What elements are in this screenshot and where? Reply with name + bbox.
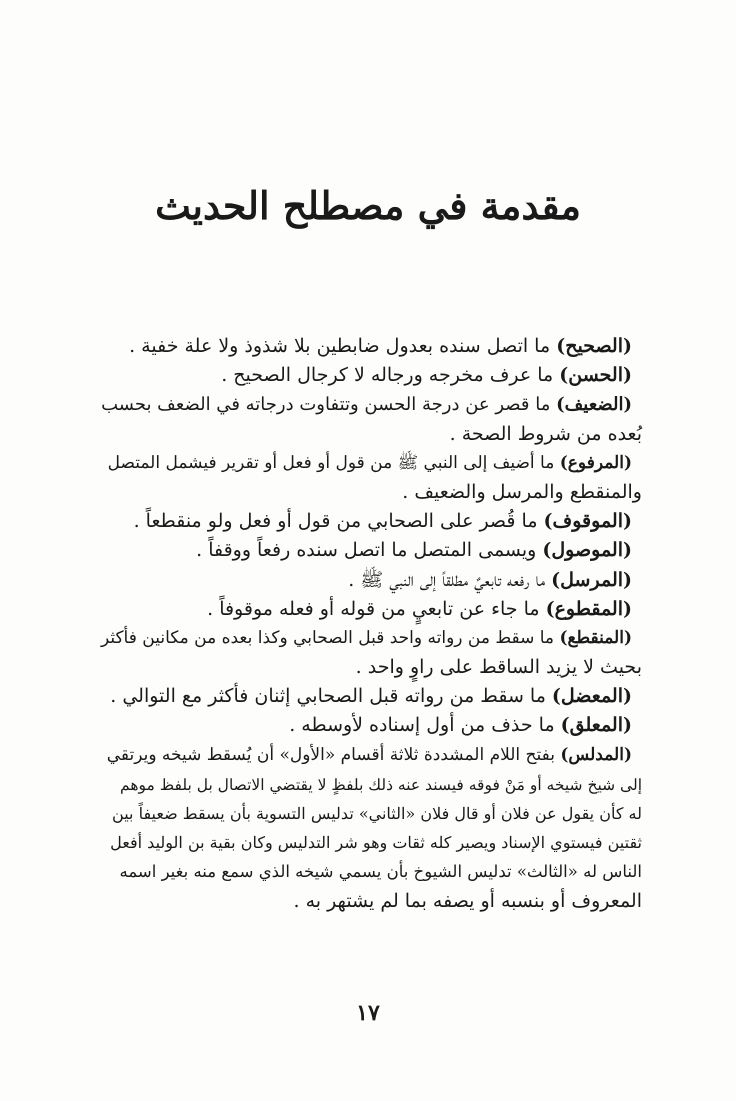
line-text: ما قُصر على الصحابي من قول أو فعل ولو منقطعاً . (133, 510, 544, 533)
term-label: (المرسل) (551, 568, 632, 591)
text-line (108, 741, 634, 770)
page-title: مقدمة في مصطلح الحديث (155, 183, 581, 228)
text-line (108, 478, 642, 507)
term-label: (الموصول) (542, 539, 632, 562)
text-line (108, 507, 634, 536)
term-label: (المعلق) (560, 714, 632, 737)
line-text: ما أضيف إلى النبي ﷺ من قول أو فعل أو تقرير فيشمل المتصل (107, 452, 560, 473)
text-line (108, 566, 634, 595)
line-text: بفتح اللام المشددة ثلاثة أقسام «الأول» أن يُسقط شيخه ويرتقي (106, 744, 561, 765)
line-text: ما رفعه تابعيٌ مطلقاً إلى النبي ﷺ . (348, 568, 552, 591)
text-line (101, 390, 634, 419)
line-text: ما اتصل سنده بعدول ضابطين بلا شذوذ ولا علة خفية . (129, 335, 557, 357)
term-label: (الضعيف) (556, 394, 632, 416)
text-line (108, 857, 642, 886)
text-line (108, 770, 642, 799)
text-line (108, 595, 634, 624)
line-text: ما قصر عن درجة الحسن وتتفاوت درجاته في الضعف بحسب (101, 394, 557, 416)
line-text: إلى شيخ شيخه أو مَنْ فوقه فيسند عنه ذلك بلفظٍ لا يقتضي الاتصال بل بلفظ موهم (120, 775, 642, 794)
line-text: ما سقط من رواته واحد قبل الصحابي وكذا بعده من مكانين فأكثر (100, 627, 560, 648)
line-text: ما عرف مخرجه ورجاله لا كرجال الصحيح . (221, 364, 560, 387)
line-text: الناس له «الثالث» تدليس الشيوخ بأن يسمي شيخه الذي سمع منه بغير اسمه (119, 862, 642, 882)
text-line (108, 711, 634, 740)
term-label: (المنقطع) (559, 627, 632, 648)
term-label: (المرفوع) (559, 452, 632, 473)
text-line (108, 420, 642, 449)
term-label: (الموقوف) (543, 510, 632, 533)
line-text: ما سقط من رواته قبل الصحابي إثنان فأكثر مع التوالي . (110, 685, 552, 708)
line-text: له كأن يقول عن فلان أو قال فلان «الثاني» تدليس التسوية بأن يسقط ضعيفاً بين (112, 804, 642, 823)
line-text: بحيث لا يزيد الساقط على راوٍ واحد . (355, 656, 642, 679)
definitions-text (100, 332, 642, 916)
term-label: (المقطوع) (545, 597, 632, 620)
line-text: ما جاء عن تابعيٍ من قوله أو فعله موقوفاً . (207, 597, 546, 620)
term-label: (الحسن) (559, 364, 632, 387)
text-line (108, 682, 634, 711)
text-line (108, 653, 642, 682)
page-number: ١٧ (356, 1000, 380, 1026)
text-line (108, 828, 642, 857)
text-line (108, 332, 634, 361)
line-text: ثقتين فيستوي الإسناد ويصير كله ثقات وهو شر التدليس وكان بقية بن الوليد أفعل (110, 833, 642, 853)
line-text: ما حذف من أول إسناده لأوسطه . (289, 714, 561, 737)
text-line (108, 536, 634, 565)
text-line (108, 449, 634, 478)
line-text: ويسمى المتصل ما اتصل سنده رفعاً ووقفاً . (196, 539, 543, 562)
line-text: والمنقطع والمرسل والضعيف . (402, 480, 642, 503)
text-line (108, 887, 642, 916)
text-line (108, 799, 642, 828)
line-text: بُعده من شروط الصحة . (449, 422, 642, 445)
term-label: (الصحيح) (556, 335, 632, 357)
term-label: (المدلس) (560, 744, 632, 765)
line-text: المعروف أو بنسبه أو يصفه بما لم يشتهر به . (293, 889, 642, 912)
term-label: (المعضل) (551, 685, 632, 708)
text-line (108, 361, 634, 390)
text-line (100, 624, 634, 653)
